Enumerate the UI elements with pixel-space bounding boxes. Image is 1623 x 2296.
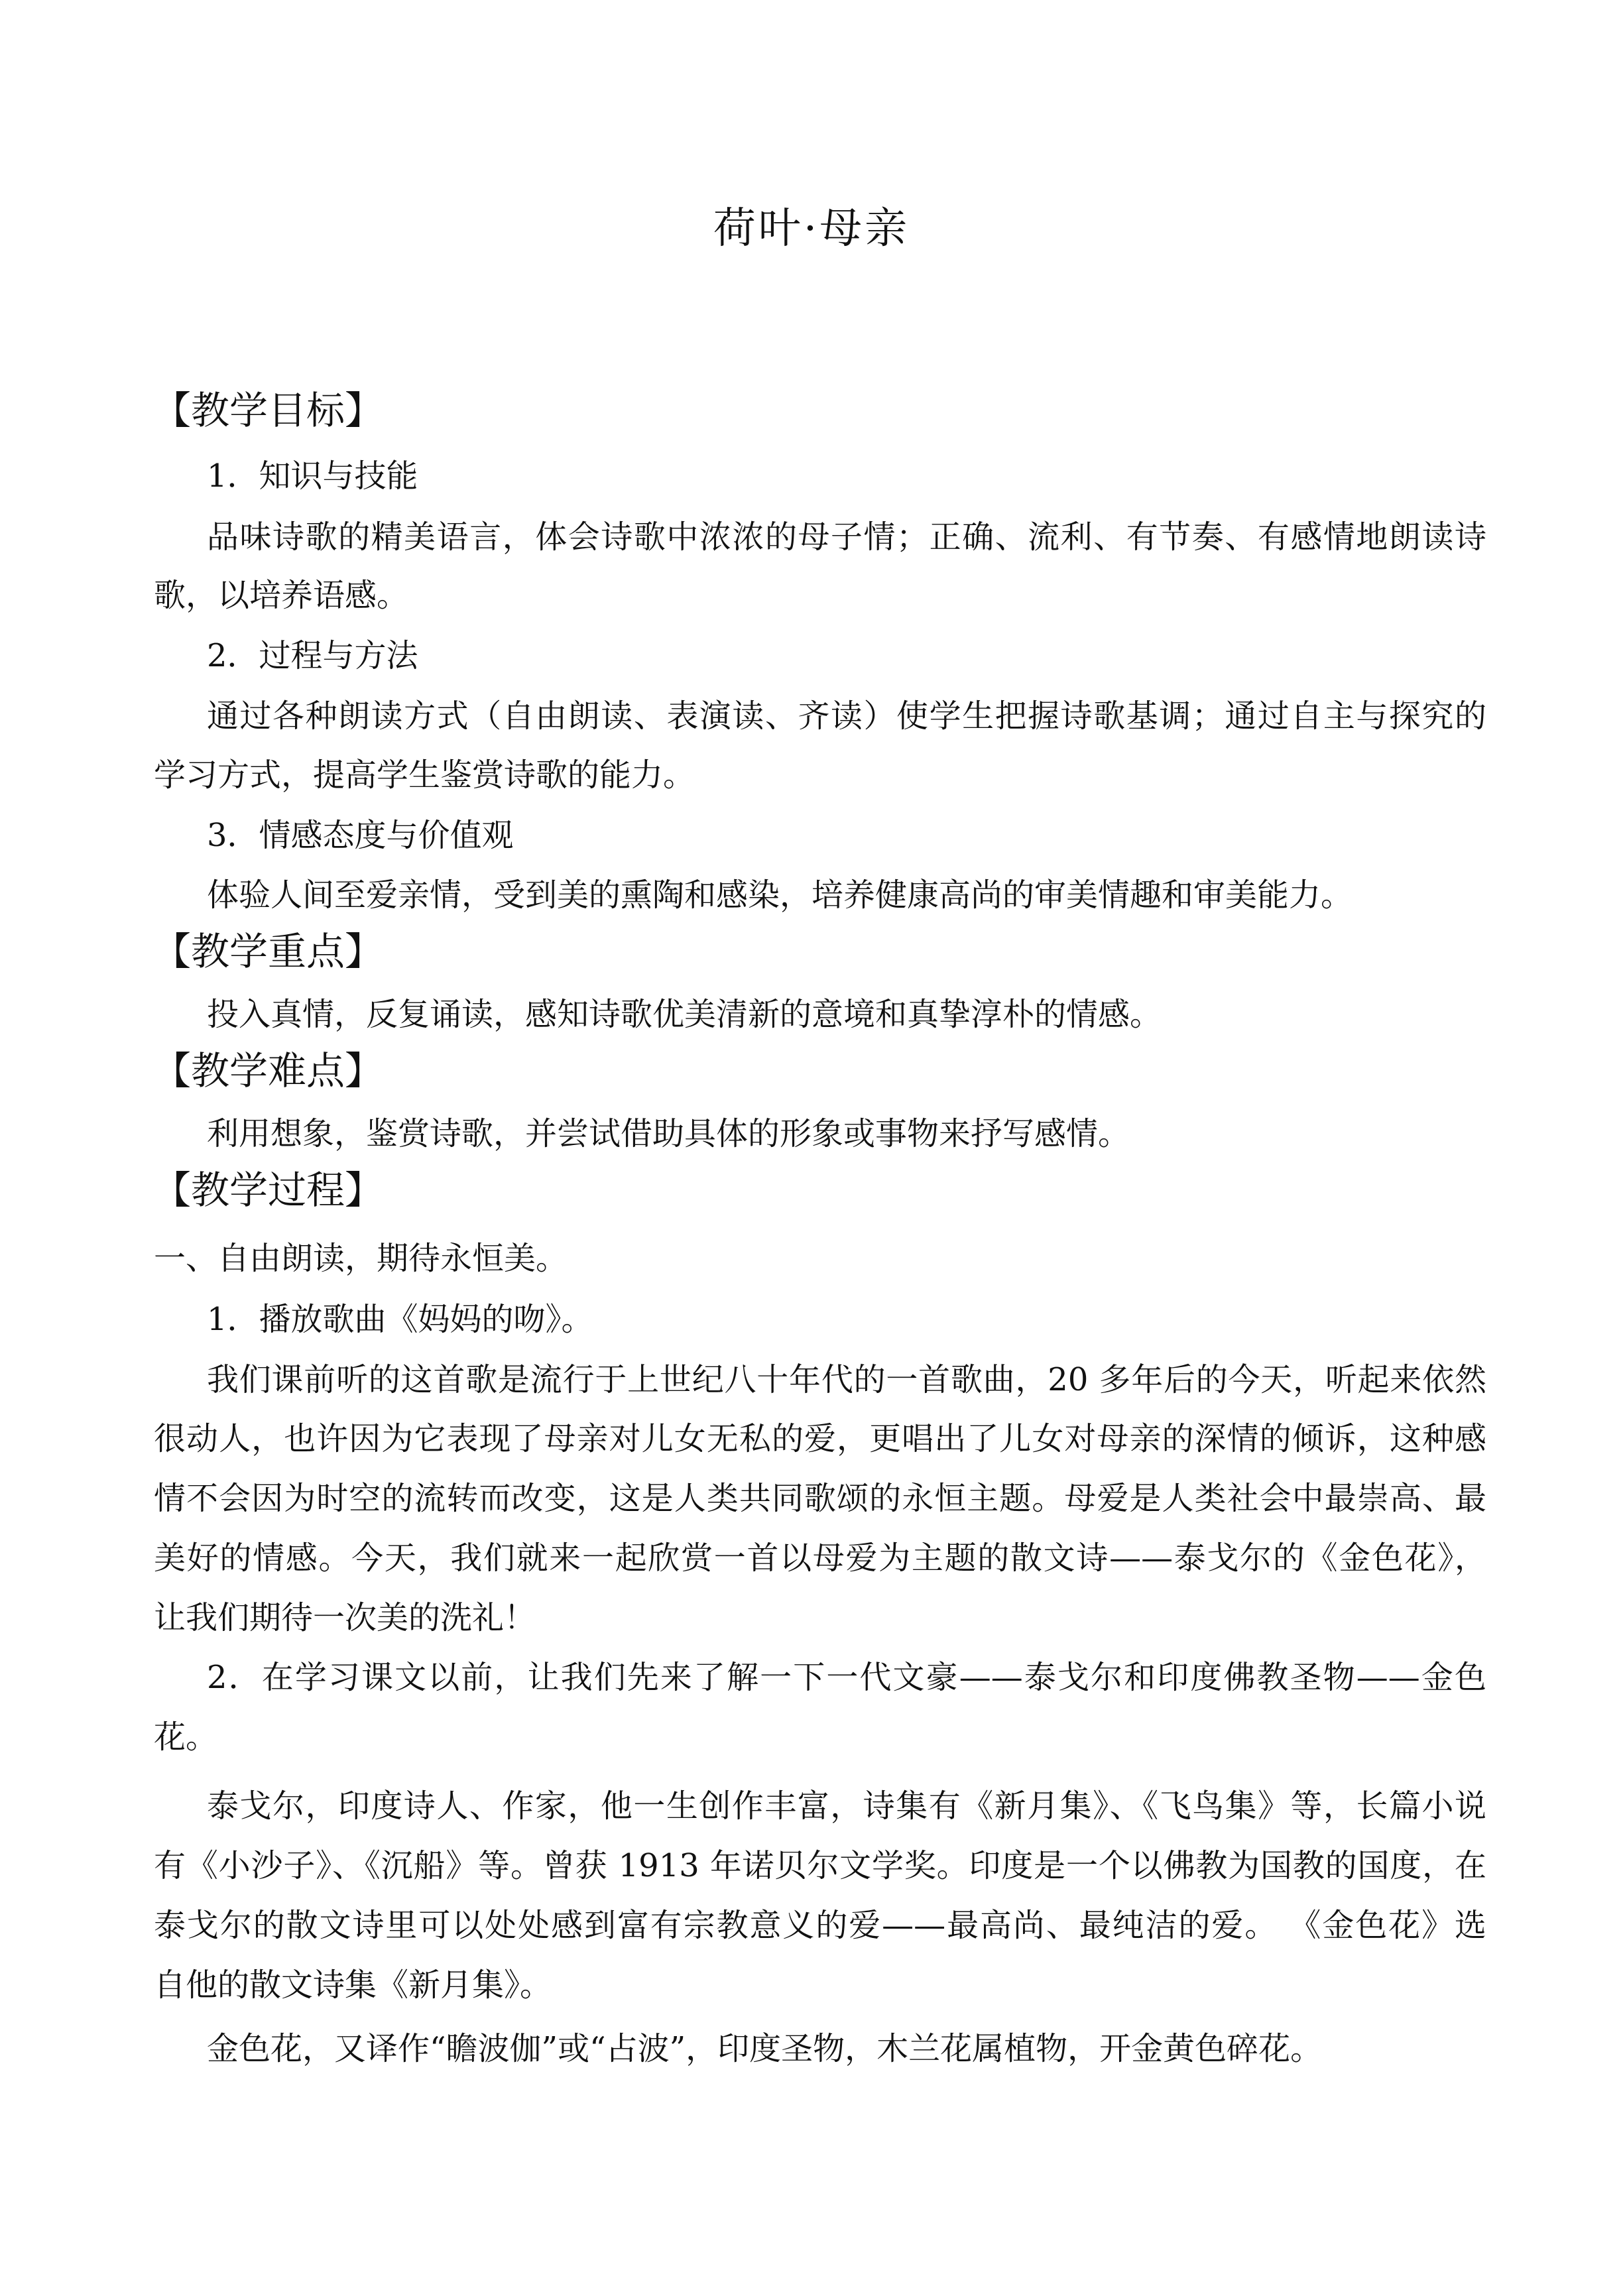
heading-key-points: 【教学重点】 <box>152 929 384 974</box>
process-step-1-text-line: 情不会因为时空的流转而改变，这是人类共同歌颂的永恒主题。母爱是人类社会中最崇高、最 <box>154 1480 1486 1517</box>
goal-3-label: 3．情感态度与价值观 <box>207 817 514 854</box>
heading-teaching-goals: 【教学目标】 <box>152 388 384 433</box>
document-title: 荷叶·母亲 <box>713 204 910 253</box>
goal-2-label: 2．过程与方法 <box>207 637 418 674</box>
heading-difficulties: 【教学难点】 <box>152 1048 384 1093</box>
goal-1-text-line: 品味诗歌的精美语言，体会诗歌中浓浓的母子情；正确、流利、有节奏、有感情地朗读诗 <box>207 518 1486 556</box>
golden-flower-text-line: 金色花，又译作“瞻波伽”或“占波”，印度圣物，木兰花属植物，开金黄色碎花。 <box>207 2030 1323 2067</box>
process-step-1-text-line: 我们课前听的这首歌是流行于上世纪八十年代的一首歌曲，20 多年后的今天，听起来依然 <box>207 1361 1486 1398</box>
key-points-text-line: 投入真情，反复诵读，感知诗歌优美清新的意境和真挚淳朴的情感。 <box>207 996 1162 1033</box>
process-step-2-text-line: 花。 <box>154 1719 218 1756</box>
tagore-text-line: 自他的散文诗集《新月集》。 <box>154 1966 552 2004</box>
process-step-1-text-line: 让我们期待一次美的洗礼！ <box>154 1599 536 1636</box>
goal-1-text-line: 歌，以培养语感。 <box>154 577 409 614</box>
goal-2-text-line: 通过各种朗读方式（自由朗读、表演读、齐读）使学生把握诗歌基调；通过自主与探究的 <box>207 697 1486 735</box>
process-step-2-text-line: 2．在学习课文以前，让我们先来了解一下一代文豪——泰戈尔和印度佛教圣物——金色 <box>207 1659 1486 1696</box>
tagore-text-line: 泰戈尔的散文诗里可以处处感到富有宗教意义的爱——最高尚、最纯洁的爱。 《金色花》选 <box>154 1907 1486 1944</box>
process-step-1-text-line: 美好的情感。今天，我们就来一起欣赏一首以母爱为主题的散文诗——泰戈尔的《金色花》， <box>154 1540 1486 1577</box>
process-step-1-label: 1．播放歌曲《妈妈的吻》。 <box>207 1301 593 1338</box>
process-part-1-label: 一、自由朗读，期待永恒美。 <box>154 1240 568 1277</box>
difficulties-text-line: 利用想象，鉴赏诗歌，并尝试借助具体的形象或事物来抒写感情。 <box>207 1115 1130 1152</box>
goal-3-text-line: 体验人间至爱亲情，受到美的熏陶和感染，培养健康高尚的审美情趣和审美能力。 <box>207 876 1353 914</box>
goal-1-label: 1．知识与技能 <box>207 457 418 495</box>
heading-teaching-process: 【教学过程】 <box>152 1168 384 1213</box>
tagore-text-line: 有《小沙子》、《沉船》等。曾获 1913 年诺贝尔文学奖。印度是一个以佛教为国教的国度，在 <box>154 1847 1486 1884</box>
process-step-1-text-line: 很动人，也许因为它表现了母亲对儿女无私的爱，更唱出了儿女对母亲的深情的倾诉，这种感 <box>154 1420 1486 1457</box>
goal-2-text-line: 学习方式，提高学生鉴赏诗歌的能力。 <box>154 756 695 794</box>
tagore-text-line: 泰戈尔，印度诗人、作家，他一生创作丰富，诗集有《新月集》、《飞鸟集》等，长篇小说 <box>207 1787 1486 1825</box>
